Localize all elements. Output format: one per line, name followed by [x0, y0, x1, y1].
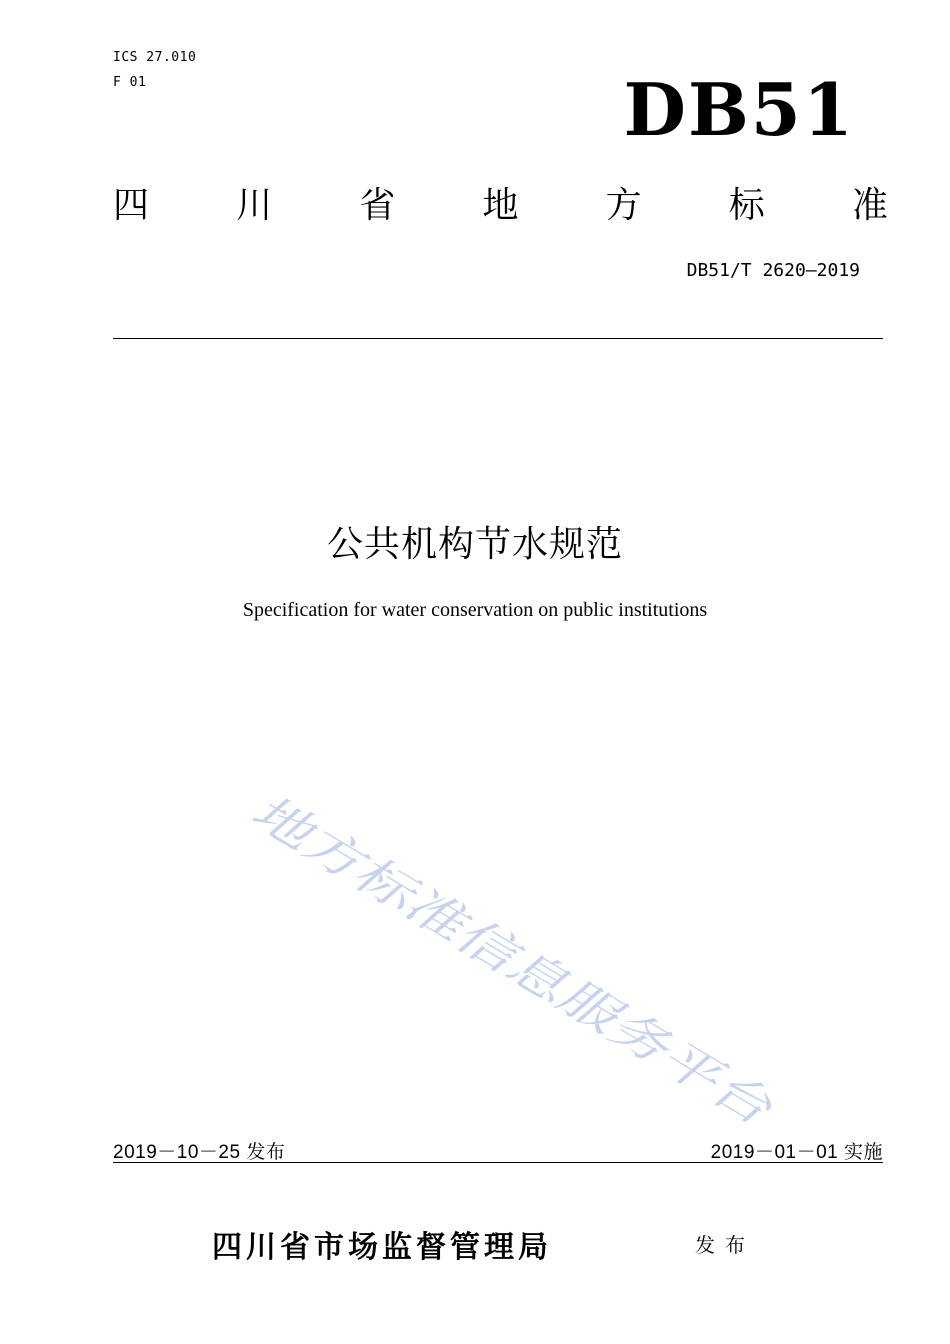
- standard-type-char: 地: [482, 185, 519, 226]
- standard-code-logo: DB51: [623, 67, 855, 152]
- bottom-divider: [113, 1162, 883, 1163]
- watermark: [241, 783, 788, 1120]
- standard-type-heading: [113, 186, 888, 226]
- implementation-date: 2019－01－01 实施: [710, 1142, 883, 1163]
- publisher-name: 四川省市场监督管理局: [212, 1230, 552, 1265]
- standard-number: DB51/T 2620—2019: [686, 260, 860, 281]
- standard-type-char: 省: [359, 185, 396, 226]
- ccs-code: F 01: [113, 75, 147, 90]
- standard-type-char: 方: [605, 185, 642, 226]
- top-divider: [113, 338, 883, 339]
- watermark-text: 地方标准信息服务平台: [241, 783, 674, 1073]
- standard-type-char: 四: [113, 185, 150, 226]
- watermark-graphic: [241, 783, 788, 1120]
- standard-type-char: 标: [728, 185, 765, 226]
- ics-code: ICS 27.010: [113, 50, 197, 65]
- issue-date: 2019－10－25 发布: [113, 1142, 286, 1163]
- publish-label: 发布: [695, 1233, 755, 1257]
- document-title-chinese: 公共机构节水规范: [326, 524, 623, 565]
- standard-type-char: 川: [236, 185, 273, 226]
- standard-type-char: 准: [851, 185, 888, 226]
- document-title-english: Specification for water conservation on public institutions: [242, 599, 708, 621]
